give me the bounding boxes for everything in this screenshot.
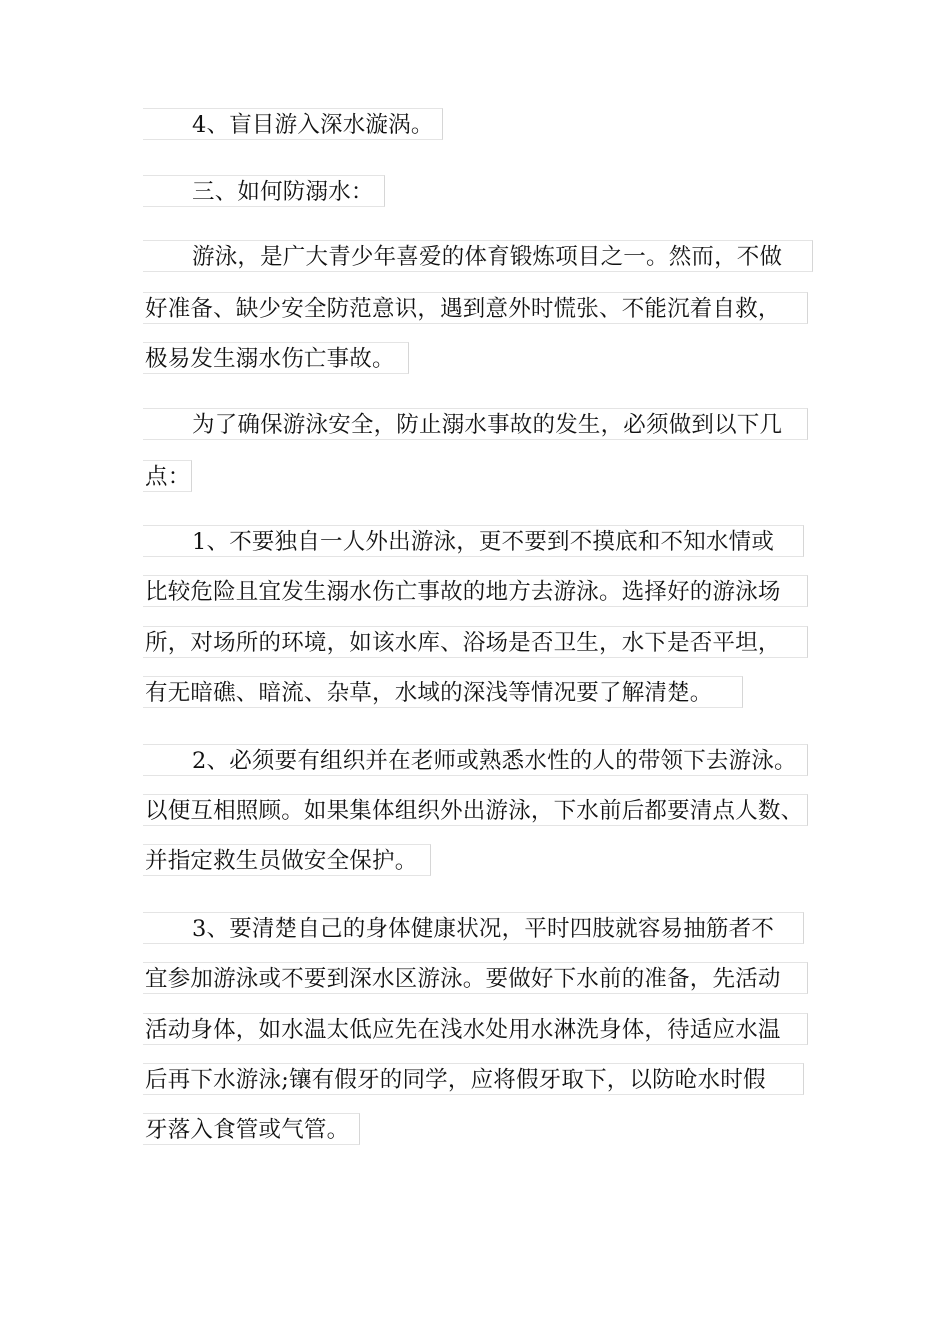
- text-line: 宜参加游泳或不要到深水区游泳。要做好下水前的准备，先活动: [143, 962, 808, 994]
- text-line: 后再下水游泳;镶有假牙的同学，应将假牙取下，以防呛水时假: [143, 1063, 804, 1095]
- text-line: 游泳，是广大青少年喜爱的体育锻炼项目之一。然而，不做: [143, 240, 813, 272]
- text-line: 有无暗礁、暗流、杂草，水域的深浅等情况要了解清楚。: [143, 676, 743, 708]
- text-line: 以便互相照顾。如果集体组织外出游泳，下水前后都要清点人数、: [143, 794, 808, 826]
- text-line: 4、盲目游入深水漩涡。: [143, 108, 443, 140]
- text-line: 活动身体，如水温太低应先在浅水处用水淋洗身体，待适应水温: [143, 1013, 808, 1045]
- text-line: 2、必须要有组织并在老师或熟悉水性的人的带领下去游泳。: [143, 744, 808, 776]
- text-line: 1、不要独自一人外出游泳，更不要到不摸底和不知水情或: [143, 525, 804, 557]
- text-line: 并指定救生员做安全保护。: [143, 844, 431, 876]
- text-line: 3、要清楚自己的身体健康状况，平时四肢就容易抽筋者不: [143, 912, 804, 944]
- text-line: 所，对场所的环境，如该水库、浴场是否卫生，水下是否平坦，: [143, 626, 808, 658]
- text-line: 好准备、缺少安全防范意识，遇到意外时慌张、不能沉着自救，: [143, 292, 808, 324]
- text-line: 极易发生溺水伤亡事故。: [143, 342, 409, 374]
- text-line: 点：: [143, 460, 192, 492]
- text-line: 比较危险且宜发生溺水伤亡事故的地方去游泳。选择好的游泳场: [143, 575, 808, 607]
- text-line: 为了确保游泳安全，防止溺水事故的发生，必须做到以下几: [143, 408, 808, 440]
- text-line: 三、如何防溺水：: [143, 175, 385, 207]
- text-line: 牙落入食管或气管。: [143, 1113, 360, 1145]
